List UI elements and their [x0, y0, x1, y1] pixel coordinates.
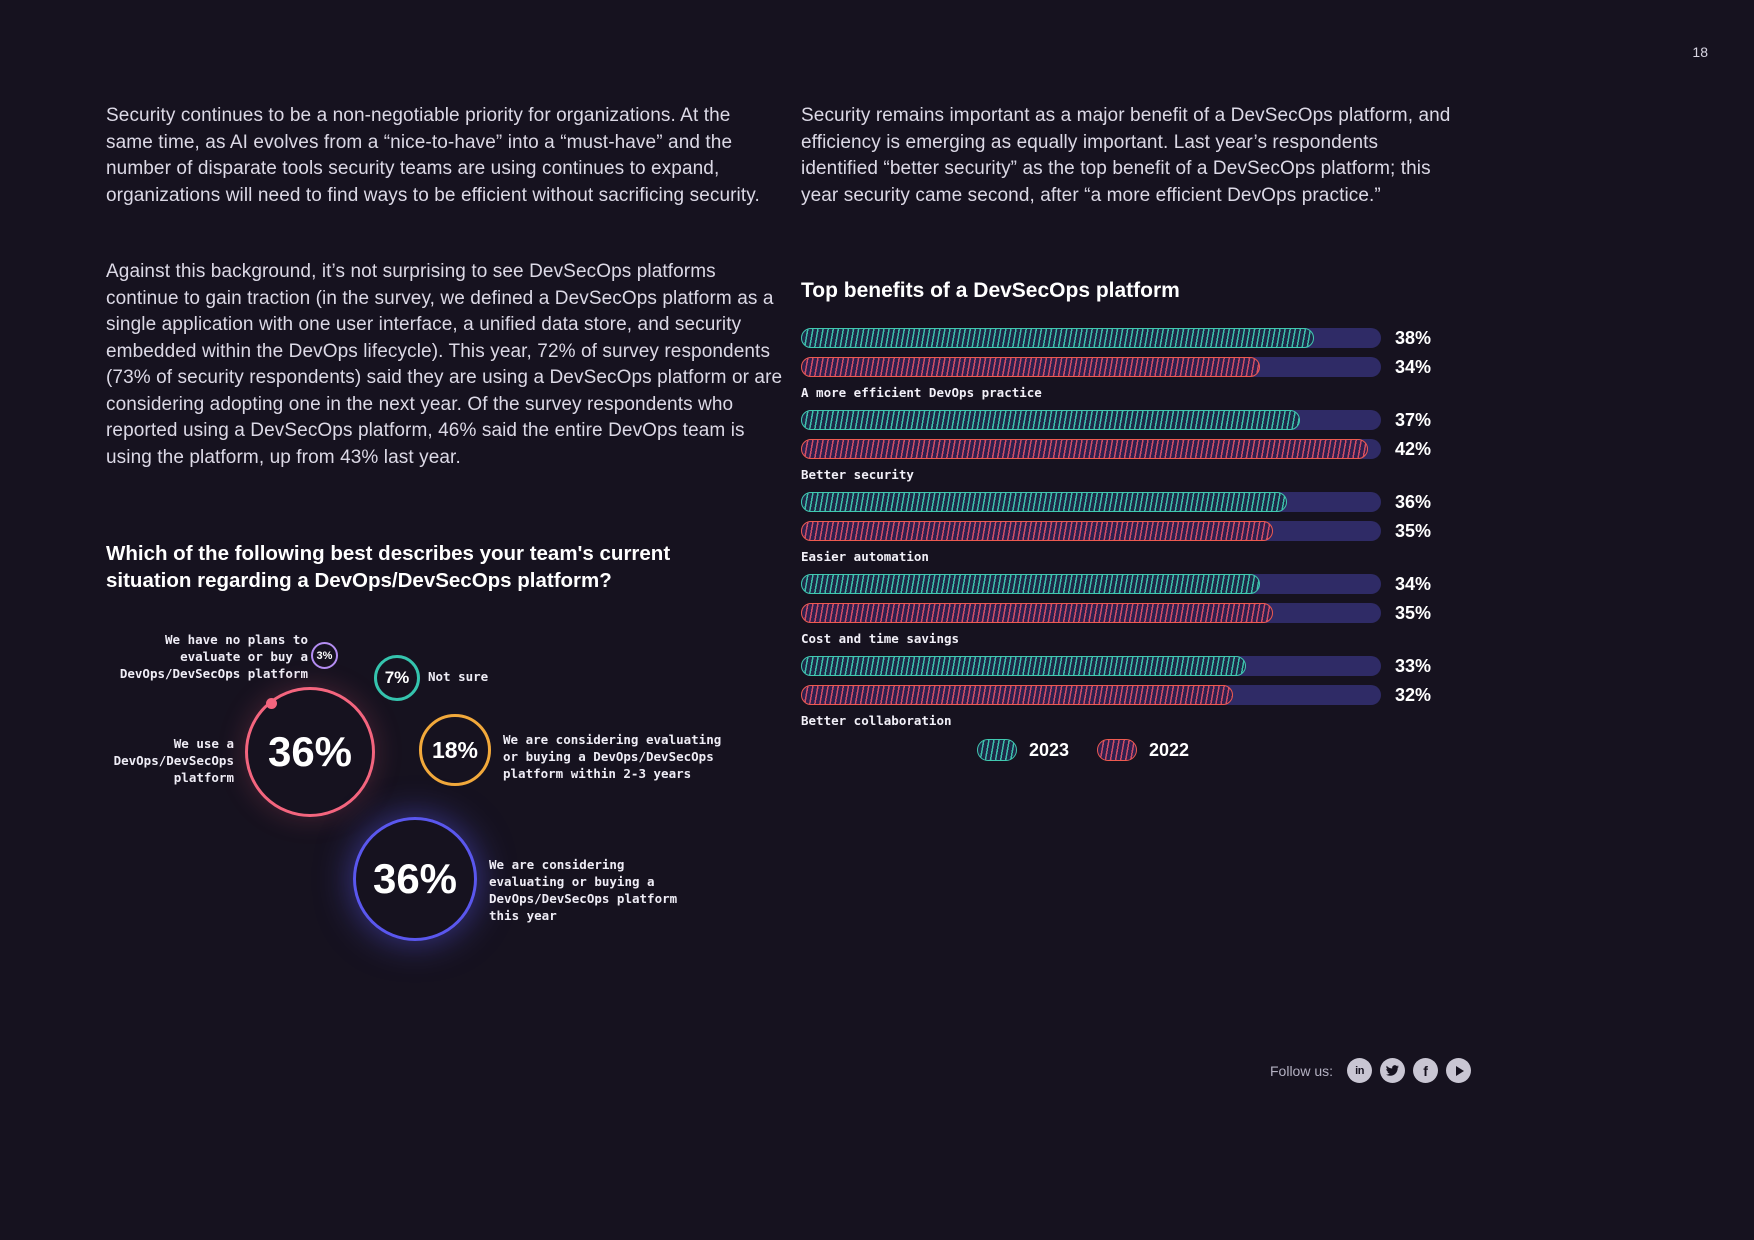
bar-fill-2023 [801, 574, 1260, 594]
facebook-glyph: f [1423, 1062, 1428, 1079]
youtube-play-glyph [1456, 1066, 1464, 1076]
bar-category-label: A more efficient DevOps practice [801, 385, 1042, 400]
bar-fill-2023 [801, 410, 1300, 430]
bar-track [801, 410, 1381, 430]
bar-fill-2023 [801, 656, 1246, 676]
bar-fill-2023 [801, 328, 1314, 348]
bar-value: 34% [1395, 356, 1432, 377]
bar-track [801, 357, 1381, 377]
bar-value: 37% [1395, 409, 1432, 430]
bar-row [801, 603, 1491, 623]
youtube-icon[interactable] [1446, 1058, 1471, 1083]
bar-value: 32% [1395, 684, 1432, 705]
bar-row [801, 574, 1491, 594]
page-number: 18 [1692, 44, 1708, 60]
bar-category-label: Easier automation [801, 549, 929, 564]
bubble-chart [106, 625, 796, 985]
legend-swatch-2023 [977, 739, 1017, 761]
bar-value: 35% [1395, 602, 1432, 623]
legend-label-2023: 2023 [1028, 739, 1069, 760]
bar-value: 33% [1395, 655, 1432, 676]
bar-track [801, 656, 1381, 676]
bar-fill-2022 [801, 603, 1273, 623]
bubble-36-percent-this-year: 36% [353, 817, 477, 941]
bar-row [801, 357, 1491, 377]
bar-track [801, 685, 1381, 705]
bar-row [801, 521, 1491, 541]
bar-category-label: Better collaboration [801, 713, 952, 728]
bar-category-label: Better security [801, 467, 914, 482]
bar-track [801, 521, 1381, 541]
bar-value: 38% [1395, 327, 1432, 348]
bar-row [801, 656, 1491, 676]
bar-row [801, 439, 1491, 459]
bar-row [801, 410, 1491, 430]
bar-group [801, 492, 1491, 564]
bubble-7-percent: 7% [374, 655, 420, 701]
bar-track [801, 439, 1381, 459]
bar-track [801, 574, 1381, 594]
benefits-paragraph: Security remains important as a major benefit of a DevSecOps platform, and efficiency is emerging as equally important. Last year’s respondents identified “better security” as the top benefit of a DevSecOps platform; this year security came second, after “a more efficient DevOps practice.” [801, 105, 1451, 206]
legend-label-2022: 2022 [1149, 739, 1190, 760]
bar-category-label: Cost and time savings [801, 631, 960, 646]
bar-fill-2022 [801, 357, 1260, 377]
chart-legend [801, 739, 1381, 761]
bar-track [801, 603, 1381, 623]
bubble-36-percent-use: 36% [245, 687, 375, 817]
bar-fill-2022 [801, 521, 1273, 541]
bubble-label-we-use: We use a DevOps/DevSecOps platform [113, 736, 234, 785]
footer [1270, 1058, 1471, 1083]
bar-group [801, 410, 1491, 482]
bubble-label-no-plans: We have no plans to evaluate or buy a DevOps/DevSecOps platform [119, 632, 308, 681]
bar-group [801, 574, 1491, 646]
bar-chart [801, 328, 1491, 738]
bar-row [801, 685, 1491, 705]
bar-value: 42% [1395, 438, 1432, 459]
bubble-label-not-sure: Not sure [428, 669, 489, 684]
bar-fill-2022 [801, 439, 1368, 459]
bar-chart-title: Top benefits of a DevSecOps platform [801, 279, 1180, 302]
twitter-icon[interactable] [1380, 1058, 1405, 1083]
intro-paragraph: Security continues to be a non-negotiable priority for organizations. At the same time, as AI evolves from a “nice-to-have” into a “must-have” and the number of disparate tools security teams are using continues to expand, organizations will need to find ways to be efficient without sacrificing security. [106, 105, 760, 206]
bubble-chart-title: Which of the following best describes your team's current situation regarding a DevOps/DevSecOps platform? [106, 542, 671, 592]
bubble-label-this-year: We are considering evaluating or buying a DevOps/DevSecOps platform this year [489, 857, 678, 923]
bar-fill-2023 [801, 492, 1287, 512]
bar-group [801, 328, 1491, 400]
bar-row [801, 328, 1491, 348]
bar-row [801, 492, 1491, 512]
bar-value: 34% [1395, 573, 1432, 594]
twitter-bird-glyph [1386, 1064, 1399, 1077]
bar-fill-2022 [801, 685, 1233, 705]
bar-value: 36% [1395, 491, 1432, 512]
linkedin-icon[interactable] [1347, 1058, 1372, 1083]
follow-us-label: Follow us: [1270, 1062, 1334, 1079]
linkedin-glyph: in [1355, 1064, 1364, 1077]
bubble-label-2-3-years: We are considering evaluating or buying a DevOps/DevSecOps platform within 2-3 years [503, 732, 722, 781]
bubble-18-percent: 18% [419, 714, 491, 786]
bar-track [801, 328, 1381, 348]
bar-group [801, 656, 1491, 728]
legend-swatch-2022 [1097, 739, 1137, 761]
bubble-3-percent: 3% [311, 642, 338, 669]
bar-value: 35% [1395, 520, 1432, 541]
facebook-icon[interactable] [1413, 1058, 1438, 1083]
bar-track [801, 492, 1381, 512]
platform-adoption-paragraph: Against this background, it’s not surprising to see DevSecOps platforms continue to gain traction (in the survey, we defined a DevSecOps platform as a single application with one user interface, a unified data store, and security embedded within the DevOps lifecycle). This year, 72% of survey respondents (73% of security respondents) said they are using a DevSecOps platform or are considering adopting one in the next year. Of the survey respondents who reported using a DevSecOps platform, 46% said the entire DevOps team is using the platform, up from 43% last year. [106, 261, 783, 468]
